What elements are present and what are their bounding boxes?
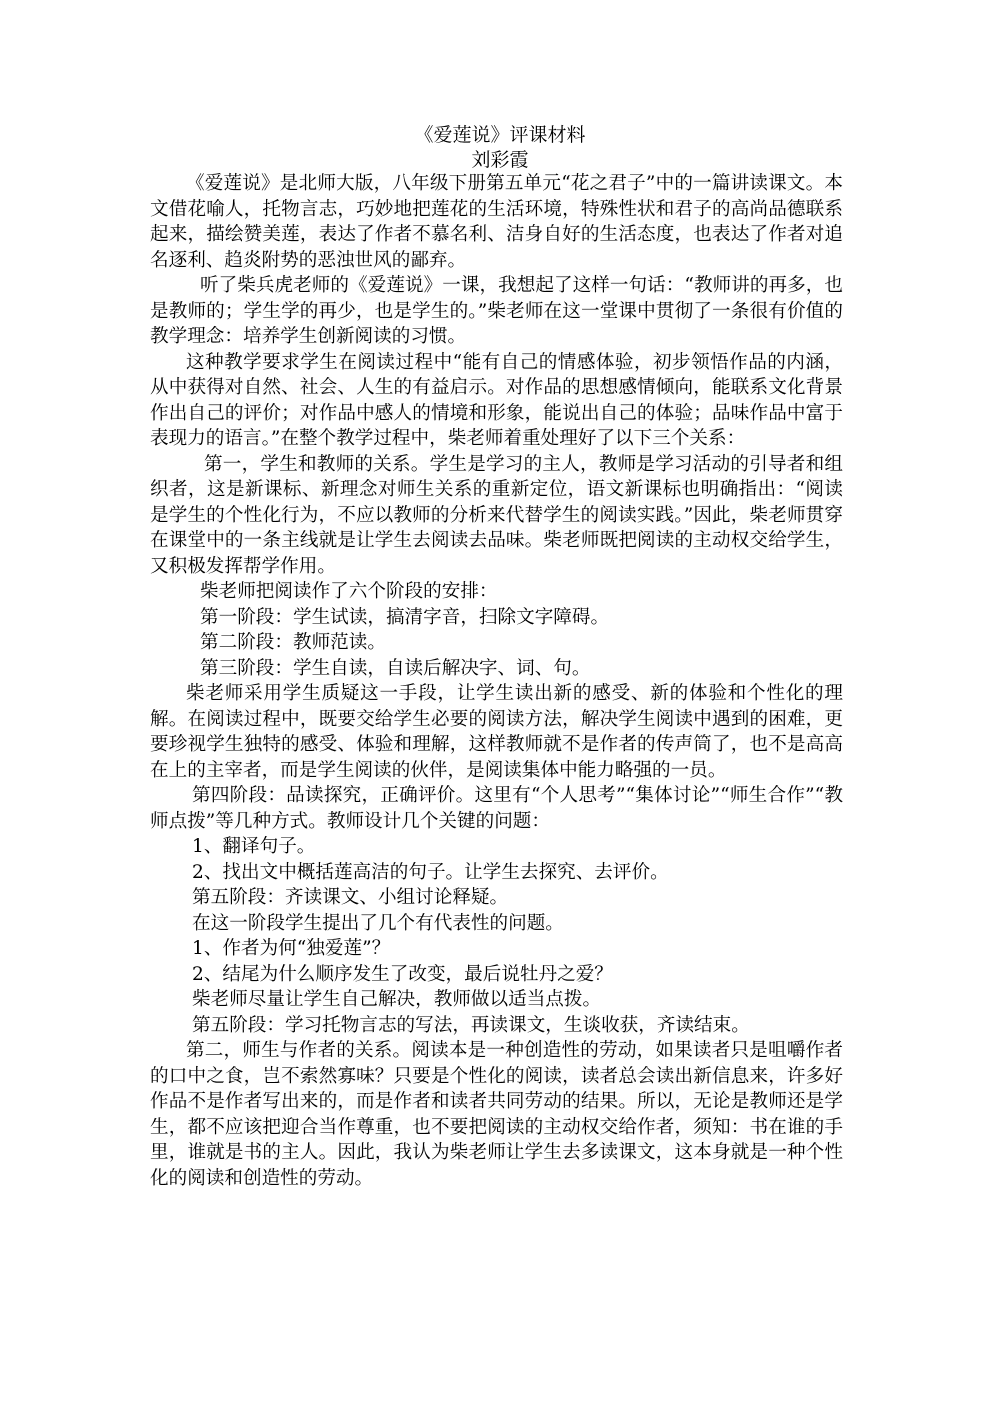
paragraph-lesson-opinion: 听了柴兵虎老师的《爱莲说》一课，我想起了这样一句话：“教师讲的再多，也是教师的；学生学的再少，也是学生的。”柴老师在这一堂课中贯彻了一条很有价值的教学理念：培养学生创新阅读的习惯。 — [150, 275, 843, 347]
paragraph-stage-four: 第四阶段：品读探究，正确评价。这里有“个人思考”“集体讨论”“师生合作”“教师点拨”等几种方式。教师设计几个关键的问题： — [150, 785, 843, 832]
paragraph-item-translate: 1、翻译句子。 — [192, 836, 316, 857]
paragraph-student-questions: 在这一阶段学生提出了几个有代表性的问题。 — [192, 912, 564, 934]
paragraph-stage-five: 第五阶段：齐读课文、小组讨论释疑。 — [192, 887, 509, 908]
paragraph-relation-two: 第二，师生与作者的关系。阅读本是一种创造性的劳动，如果读者只是咀嚼作者的口中之食，岂不索然寡味？只要是个性化的阅读，读者总会读出新信息来，许多好作品不是作者写出来的，而是作者和读者共同劳动的结果。所以，无论是教师还是学生，都不应该把迎合当作尊重，也不要把阅读的主动权交给作者，须知：书在谁的手里，谁就是书的主人。因此，我认为柴老师让学生去多读课文，这本身就是一种个性化的阅读和创造性的劳动。 — [150, 1040, 843, 1189]
paragraph-stage-final: 第五阶段：学习托物言志的写法，再读课文，生谈收获，齐读结束。 — [192, 1014, 750, 1036]
paragraph-item-find-sentence: 2、找出文中概括莲高洁的句子。让学生去探究、去评价。 — [192, 861, 669, 883]
paragraph-stage-two: 第二阶段：教师范读。 — [200, 632, 386, 653]
paragraph-question-two: 2、结尾为什么顺序发生了改变，最后说牡丹之爱？ — [192, 963, 613, 985]
paragraph-teaching-requirement: 这种教学要求学生在阅读过程中“能有自己的情感体验，初步领悟作品的内涵，从中获得对自然、社会、人生的有益启示。对作品的思想感情倾向，能联系文化背景作出自己的评价；对作品中感人的情境和形象，能说出自己的体验；品味作品中富于表现力的语言。”在整个教学过程中，柴老师着重处理好了以下三个关系： — [150, 351, 843, 449]
document-title: 《爱莲说》评课材料 — [414, 124, 586, 146]
paragraph-stage-one: 第一阶段：学生试读，搞清字音，扫除文字障碍。 — [200, 606, 610, 628]
paragraph-stage-three: 第三阶段：学生自读，自读后解决字、词、句。 — [200, 657, 591, 679]
document-body — [150, 171, 843, 1191]
paragraph-guidance: 柴老师尽量让学生自己解决，教师做以适当点拨。 — [192, 989, 602, 1010]
document-author: 刘彩霞 — [471, 149, 529, 171]
paragraph-question-one: 1、作者为何“独爱莲”？ — [192, 938, 391, 959]
paragraph-questioning: 柴老师采用学生质疑这一手段，让学生读出新的感受、新的体验和个性化的理解。在阅读过程中，既要交给学生必要的阅读方法，解决学生阅读中遇到的困难，更要珍视学生独特的感受、体验和理解，这样教师就不是作者的传声筒了，也不是高高在上的主宰者，而是学生阅读的伙伴，是阅读集体中能力略强的一员。 — [150, 683, 843, 781]
paragraph-intro: 《爱莲说》是北师大版，八年级下册第五单元“花之君子”中的一篇讲读课文。本文借花喻人，托物言志，巧妙地把莲花的生活环境，特殊性状和君子的高尚品德联系起来，描绘赞美莲，表达了作者不慕名利、洁身自好的生活态度，也表达了作者对追名逐利、趋炎附势的恶浊世风的鄙弃。 — [150, 173, 843, 271]
paragraph-relation-one: 第一，学生和教师的关系。学生是学习的主人，教师是学习活动的引导者和组织者，这是新课标、新理念对师生关系的重新定位，语文新课标也明确指出：“阅读是学生的个性化行为，不应以教师的分析来代替学生的阅读实践。”因此，柴老师贯穿在课堂中的一条主线就是让学生去阅读去品味。柴老师既把阅读的主动权交给学生，又积极发挥帮学作用。 — [150, 453, 843, 577]
paragraph-six-stages: 柴老师把阅读作了六个阶段的安排： — [200, 581, 498, 602]
